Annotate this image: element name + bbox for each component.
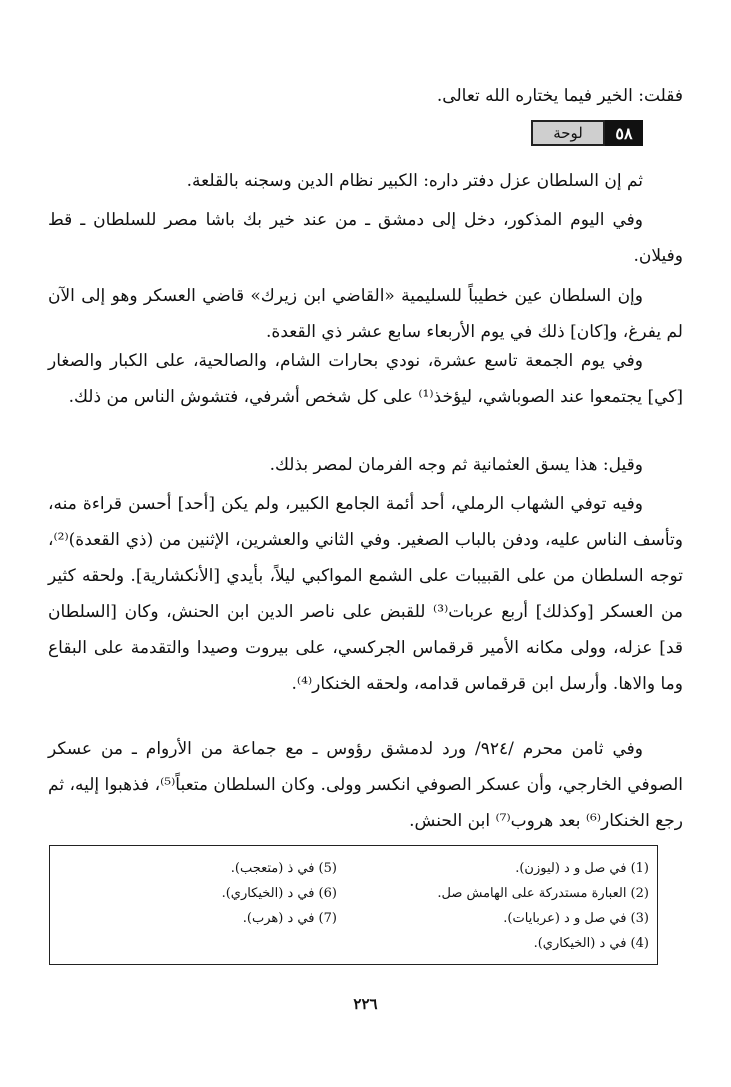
footnote: (4) في د (الخيكاري). bbox=[533, 936, 649, 951]
footnotes-box bbox=[49, 845, 658, 965]
paragraph: فقلت: الخير فيما يختاره الله تعالى. bbox=[436, 86, 683, 106]
paragraph: وفي يوم الجمعة تاسع عشرة، نودي بحارات الشام، والصالحية، على الكبار والصغار [كي] يجتمعوا عند الصوباشي، ليؤخذ⁽¹⁾ على كل شخص أشرفي، فتشوش الناس من ذلك. bbox=[48, 351, 683, 407]
footnote: (6) في د (الخيكاري). bbox=[221, 886, 337, 901]
footnote: (7) في د (هرب). bbox=[242, 911, 337, 926]
paragraph: وقيل: هذا يسق العثمانية ثم وجه الفرمان لمصر بذلك. bbox=[269, 455, 643, 475]
page-number: ٢٢٦ bbox=[353, 995, 378, 1013]
heading-number: ٥٨ bbox=[605, 120, 643, 146]
heading-label: لوحة bbox=[531, 120, 605, 146]
paragraph: ثم إن السلطان عزل دفتر داره: الكبير نظام الدين وسجنه بالقلعة. bbox=[186, 171, 643, 191]
paragraph: وفيه توفي الشهاب الرملي، أحد أئمة الجامع الكبير، ولم يكن [أحد] أحسن قراءة منه، وتأسف الناس عليه، ودفن بالباب الصغير. وفي الثاني والعشرين، الإثنين من (ذي القعدة)⁽²⁾، توجه السلطان من على القبيبات على الشمع المواكبي ليلاً، بأيدي [الأنكشارية]. ولحقه كثير من العسكر [وكذلك] أربع عربات⁽³⁾ للقبض على ناصر الدين ابن الحنش، وكان [السلطان قد] عزله، وولى مكانه الأمير قرقماس الجركسي، على بيروت وصيدا والتقدمة على البقاع وما والاها. وأرسل ابن قرقماس قدامه، ولحقه الخنكار⁽⁴⁾. bbox=[48, 494, 683, 694]
paragraph: وفي ثامن محرم /٩٢٤/ ورد لدمشق رؤوس ـ مع جماعة من الأروام ـ من عسكر الصوفي الخارجي، وأن عسكر الصوفي انكسر وولى. وكان السلطان متعباً⁽⁵⁾، فذهبوا إليه، ثم رجع الخنكار⁽⁶⁾ بعد هروب⁽⁷⁾ ابن الحنش. bbox=[48, 739, 684, 831]
paragraph: وفي اليوم المذكور، دخل إلى دمشق ـ من عند خير بك باشا مصر للسلطان ـ قط وفيلان. bbox=[48, 210, 683, 266]
footnotes-column-right bbox=[339, 856, 649, 956]
footnotes-column-left bbox=[57, 856, 337, 931]
footnote: (5) في ذ (متعجب). bbox=[230, 861, 337, 876]
footnote: (2) العبارة مستدركة على الهامش صل. bbox=[437, 886, 649, 901]
footnote: (1) في صل و د (ليوزن). bbox=[515, 861, 649, 876]
section-heading bbox=[531, 120, 643, 146]
paragraph: وإن السلطان عين خطيباً للسليمية «القاضي ابن زيرك» قاضي العسكر وهو إلى الآن لم يفرغ، و[كان] ذلك في يوم الأربعاء سابع عشر ذي القعدة. bbox=[48, 286, 683, 342]
footnote: (3) في صل و د (عربايات). bbox=[503, 911, 649, 926]
